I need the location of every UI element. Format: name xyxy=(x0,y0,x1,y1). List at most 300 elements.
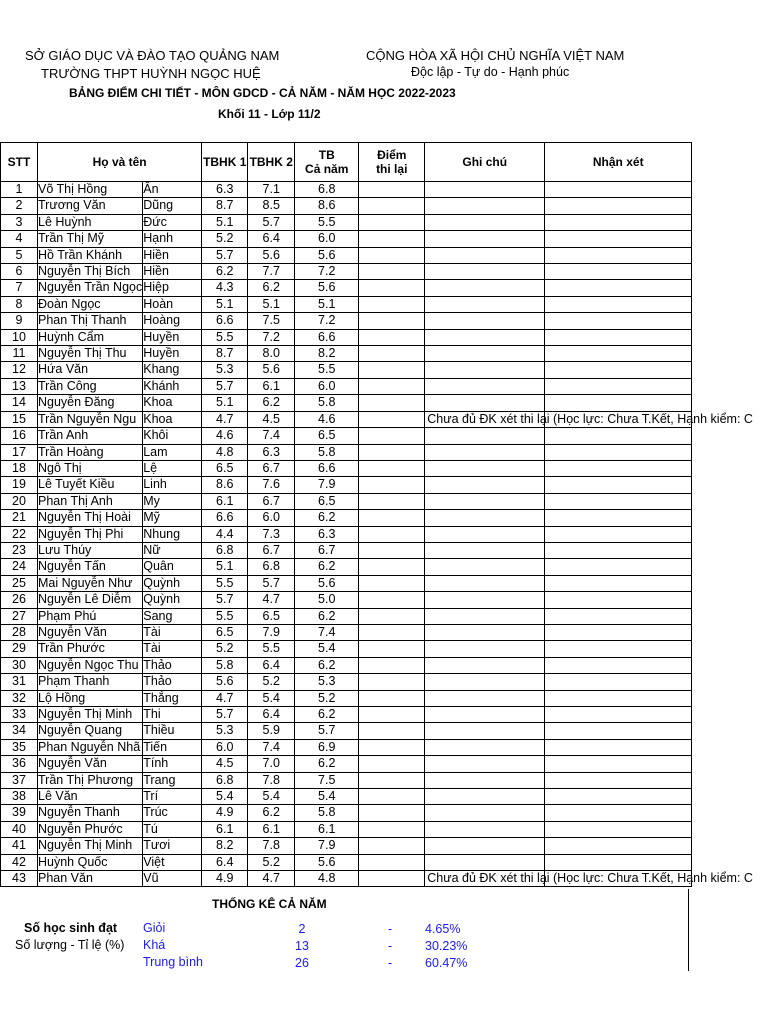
cell-first-name: Nữ xyxy=(143,542,202,558)
cell-last-name: Nguyễn Lê Diễm xyxy=(38,592,143,608)
cell-last-name: Trần Anh xyxy=(38,428,143,444)
cell-tb-year: 7.9 xyxy=(295,477,359,493)
class-subtitle: Khối 11 - Lớp 11/2 xyxy=(218,107,321,121)
cell-stt: 1 xyxy=(1,182,38,198)
cell-note xyxy=(425,854,545,870)
table-row xyxy=(1,608,692,624)
col-tb-line1: TB xyxy=(318,148,335,162)
cell-last-name: Nguyễn Thị Thu xyxy=(38,346,143,362)
cell-tb-year: 6.2 xyxy=(295,608,359,624)
cell-comment xyxy=(545,559,692,575)
cell-note xyxy=(425,378,545,394)
col-tbhk1: TBHK 1 xyxy=(202,143,248,182)
cell-tbhk2: 5.9 xyxy=(248,723,295,739)
cell-stt: 34 xyxy=(1,723,38,739)
cell-note xyxy=(425,526,545,542)
cell-stt: 17 xyxy=(1,444,38,460)
cell-first-name: Đức xyxy=(143,214,202,230)
cell-tbhk1: 6.4 xyxy=(202,854,248,870)
col-tb-line2: Cả năm xyxy=(305,162,349,176)
table-row xyxy=(1,542,692,558)
cell-tbhk1: 5.5 xyxy=(202,575,248,591)
cell-first-name: Linh xyxy=(143,477,202,493)
cell-stt: 28 xyxy=(1,624,38,640)
cell-tbhk2: 4.5 xyxy=(248,411,295,427)
cell-last-name: Lộ Hồng xyxy=(38,690,143,706)
cell-tbhk2: 4.7 xyxy=(248,592,295,608)
cell-stt: 7 xyxy=(1,280,38,296)
stat-count: 2 xyxy=(298,922,306,936)
cell-last-name: Nguyễn Trần Ngọc xyxy=(38,280,143,295)
cell-tbhk2: 6.2 xyxy=(248,805,295,821)
cell-first-name: Khôi xyxy=(143,428,202,444)
cell-first-name: Huyền xyxy=(143,346,202,362)
stat-count: 13 xyxy=(295,939,309,953)
cell-retest xyxy=(359,542,425,558)
stat-dash: - xyxy=(388,956,393,970)
table-row xyxy=(1,182,692,198)
cell-last-name: Hứa Văn xyxy=(38,362,143,378)
cell-tb-year: 6.5 xyxy=(295,428,359,444)
cell-comment xyxy=(545,739,692,755)
cell-tbhk2: 5.2 xyxy=(248,674,295,690)
cell-tbhk2: 5.4 xyxy=(248,789,295,805)
col-stt: STT xyxy=(1,143,38,182)
cell-note xyxy=(425,280,545,296)
cell-tbhk2: 7.7 xyxy=(248,264,295,280)
note-text: Chưa đủ ĐK xét thi lại (Học lực: Chưa T.Kết, Hạnh kiểm: C xyxy=(427,411,753,426)
cell-retest xyxy=(359,559,425,575)
cell-tbhk1: 5.2 xyxy=(202,231,248,247)
cell-note xyxy=(425,871,753,887)
cell-comment xyxy=(545,575,692,591)
cell-last-name: Trần Nguyễn Ngu xyxy=(38,411,143,427)
cell-tb-year: 5.6 xyxy=(295,280,359,296)
cell-tbhk1: 6.2 xyxy=(202,264,248,280)
cell-tbhk1: 5.1 xyxy=(202,559,248,575)
cell-retest xyxy=(359,313,425,329)
cell-note xyxy=(425,264,545,280)
cell-retest xyxy=(359,428,425,444)
cell-stt: 37 xyxy=(1,772,38,788)
cell-tbhk1: 5.3 xyxy=(202,723,248,739)
stat-percent: 30.23% xyxy=(425,939,468,953)
table-row xyxy=(1,772,692,788)
cell-tbhk2: 5.6 xyxy=(248,247,295,263)
cell-retest xyxy=(359,198,425,214)
table-row xyxy=(1,329,692,345)
cell-last-name: Huỳnh Quốc xyxy=(38,854,143,870)
cell-stt: 16 xyxy=(1,428,38,444)
cell-comment xyxy=(545,592,692,608)
cell-tbhk2: 5.7 xyxy=(248,575,295,591)
cell-note xyxy=(425,362,545,378)
cell-comment xyxy=(545,329,692,345)
col-tbhk2: TBHK 2 xyxy=(248,143,295,182)
cell-first-name: Trí xyxy=(143,789,202,805)
table-row xyxy=(1,756,692,772)
cell-retest xyxy=(359,493,425,509)
cell-comment xyxy=(545,346,692,362)
cell-comment xyxy=(545,280,692,296)
cell-tb-year: 6.9 xyxy=(295,739,359,755)
cell-tbhk1: 6.3 xyxy=(202,182,248,198)
table-row xyxy=(1,493,692,509)
cell-tbhk1: 5.7 xyxy=(202,247,248,263)
cell-tbhk1: 8.7 xyxy=(202,198,248,214)
note-text: Chưa đủ ĐK xét thi lại (Học lực: Chưa T.Kết, Hạnh kiểm: C xyxy=(427,871,753,886)
table-row xyxy=(1,460,692,476)
cell-note xyxy=(425,296,545,312)
table-row xyxy=(1,838,692,854)
cell-last-name: Nguyễn Đăng xyxy=(38,395,143,411)
cell-tbhk2: 5.5 xyxy=(248,641,295,657)
cell-first-name: Thảo xyxy=(143,674,202,690)
cell-first-name: Trang xyxy=(143,772,202,788)
cell-note xyxy=(425,608,545,624)
cell-stt: 25 xyxy=(1,575,38,591)
table-row xyxy=(1,247,692,263)
cell-retest xyxy=(359,657,425,673)
table-row xyxy=(1,378,692,394)
table-row xyxy=(1,789,692,805)
cell-note xyxy=(425,739,545,755)
cell-comment xyxy=(545,231,692,247)
cell-tb-year: 6.5 xyxy=(295,493,359,509)
cell-tbhk2: 6.1 xyxy=(248,821,295,837)
cell-last-name: Nguyễn Tấn xyxy=(38,559,143,575)
cell-tbhk2: 5.6 xyxy=(248,362,295,378)
cell-comment xyxy=(545,756,692,772)
cell-comment xyxy=(545,313,692,329)
cell-tb-year: 6.7 xyxy=(295,542,359,558)
cell-first-name: Tươi xyxy=(143,838,202,854)
cell-retest xyxy=(359,329,425,345)
cell-retest xyxy=(359,346,425,362)
cell-tbhk2: 7.0 xyxy=(248,756,295,772)
stat-percent: 4.65% xyxy=(425,922,461,936)
cell-stt: 32 xyxy=(1,690,38,706)
cell-tb-year: 6.0 xyxy=(295,231,359,247)
cell-stt: 39 xyxy=(1,805,38,821)
summary-title: THỐNG KÊ CẢ NĂM xyxy=(212,897,327,911)
cell-tbhk2: 5.1 xyxy=(248,296,295,312)
col-retest-line2: thi lại xyxy=(376,162,408,176)
cell-note xyxy=(425,411,753,427)
cell-last-name: Phan Thị Thanh xyxy=(38,313,143,329)
cell-comment xyxy=(545,296,692,312)
table-row xyxy=(1,674,692,690)
table-row xyxy=(1,280,692,296)
cell-tb-year: 5.0 xyxy=(295,592,359,608)
cell-comment xyxy=(545,264,692,280)
cell-stt: 35 xyxy=(1,739,38,755)
cell-first-name: Khánh xyxy=(143,378,202,394)
cell-tb-year: 5.8 xyxy=(295,805,359,821)
cell-stt: 18 xyxy=(1,460,38,476)
cell-first-name: Quỳnh xyxy=(143,592,202,608)
cell-first-name: Tú xyxy=(143,821,202,837)
cell-tbhk2: 5.2 xyxy=(248,854,295,870)
cell-first-name: Tính xyxy=(143,756,202,772)
cell-tbhk1: 4.9 xyxy=(202,871,248,887)
cell-note xyxy=(425,313,545,329)
cell-tb-year: 5.4 xyxy=(295,641,359,657)
cell-retest xyxy=(359,477,425,493)
cell-note xyxy=(425,395,545,411)
stat-dash: - xyxy=(388,922,393,936)
table-row xyxy=(1,411,692,427)
cell-first-name: Hoàn xyxy=(143,296,202,312)
cell-tbhk2: 6.4 xyxy=(248,707,295,723)
stat-level: Khá xyxy=(143,938,166,952)
table-row xyxy=(1,346,692,362)
cell-last-name: Trương Văn xyxy=(38,198,143,214)
page-title: BẢNG ĐIỂM CHI TIẾT - MÔN GDCD - CẢ NĂM - NĂM HỌC 2022-2023 xyxy=(69,86,456,100)
cell-retest xyxy=(359,838,425,854)
cell-stt: 15 xyxy=(1,411,38,427)
cell-last-name: Nguyễn Thị Minh xyxy=(38,838,143,854)
cell-last-name: Nguyễn Thị Hoài xyxy=(38,510,143,526)
cell-tb-year: 5.6 xyxy=(295,247,359,263)
cell-tbhk1: 8.7 xyxy=(202,346,248,362)
cell-note xyxy=(425,510,545,526)
cell-first-name: Huyền xyxy=(143,329,202,345)
cell-tbhk1: 5.3 xyxy=(202,362,248,378)
cell-comment xyxy=(545,428,692,444)
cell-stt: 6 xyxy=(1,264,38,280)
cell-retest xyxy=(359,575,425,591)
cell-retest xyxy=(359,247,425,263)
cell-retest xyxy=(359,231,425,247)
cell-note xyxy=(425,477,545,493)
cell-last-name: Nguyễn Văn xyxy=(38,756,143,772)
cell-tbhk1: 4.8 xyxy=(202,444,248,460)
cell-retest xyxy=(359,592,425,608)
cell-first-name: Thi xyxy=(143,707,202,723)
cell-first-name: Quân xyxy=(143,559,202,575)
cell-tbhk1: 4.7 xyxy=(202,411,248,427)
cell-tbhk1: 5.2 xyxy=(202,641,248,657)
cell-stt: 36 xyxy=(1,756,38,772)
cell-retest xyxy=(359,690,425,706)
table-row xyxy=(1,231,692,247)
cell-tbhk2: 6.8 xyxy=(248,559,295,575)
cell-first-name: Mỹ xyxy=(143,510,202,526)
cell-tb-year: 5.5 xyxy=(295,214,359,230)
cell-tbhk1: 5.5 xyxy=(202,329,248,345)
cell-retest xyxy=(359,444,425,460)
cell-comment xyxy=(545,510,692,526)
cell-tbhk2: 7.8 xyxy=(248,772,295,788)
cell-first-name: Ân xyxy=(143,182,202,198)
table-row xyxy=(1,592,692,608)
cell-note xyxy=(425,247,545,263)
cell-note xyxy=(425,231,545,247)
table-row xyxy=(1,264,692,280)
summary-label-ratio: Số lượng - Tỉ lệ (%) xyxy=(15,938,125,952)
grade-table xyxy=(0,142,753,887)
col-retest-line1: Điểm xyxy=(377,148,407,162)
cell-last-name: Trần Thị Mỹ xyxy=(38,231,143,247)
cell-stt: 9 xyxy=(1,313,38,329)
cell-retest xyxy=(359,772,425,788)
cell-stt: 43 xyxy=(1,871,38,887)
cell-tbhk1: 5.5 xyxy=(202,608,248,624)
cell-comment xyxy=(545,624,692,640)
cell-stt: 5 xyxy=(1,247,38,263)
cell-retest xyxy=(359,280,425,296)
cell-retest xyxy=(359,296,425,312)
cell-note xyxy=(425,641,545,657)
cell-first-name: Thảo xyxy=(143,657,202,673)
cell-tbhk1: 6.8 xyxy=(202,772,248,788)
cell-tbhk2: 7.6 xyxy=(248,477,295,493)
cell-tbhk1: 6.5 xyxy=(202,624,248,640)
stat-level: Trung bình xyxy=(143,955,203,969)
cell-tbhk1: 4.4 xyxy=(202,526,248,542)
table-row xyxy=(1,657,692,673)
cell-first-name: Khang xyxy=(143,362,202,378)
stat-dash: - xyxy=(388,939,393,953)
cell-comment xyxy=(545,214,692,230)
cell-tbhk1: 6.1 xyxy=(202,493,248,509)
cell-tb-year: 6.2 xyxy=(295,510,359,526)
cell-note xyxy=(425,838,545,854)
cell-tbhk1: 4.6 xyxy=(202,428,248,444)
cell-stt: 8 xyxy=(1,296,38,312)
cell-note xyxy=(425,821,545,837)
cell-tbhk1: 6.6 xyxy=(202,510,248,526)
cell-tb-year: 6.3 xyxy=(295,526,359,542)
cell-first-name: Khoa xyxy=(143,395,202,411)
cell-tb-year: 7.9 xyxy=(295,838,359,854)
cell-retest xyxy=(359,739,425,755)
cell-last-name: Nguyễn Thị Phi xyxy=(38,526,143,542)
cell-retest xyxy=(359,460,425,476)
cell-last-name: Ngô Thị xyxy=(38,460,143,476)
cell-comment xyxy=(545,182,692,198)
cell-retest xyxy=(359,707,425,723)
cell-comment xyxy=(545,772,692,788)
cell-tbhk1: 5.7 xyxy=(202,592,248,608)
country-motto: Độc lập - Tự do - Hạnh phúc xyxy=(411,65,570,79)
cell-comment xyxy=(545,460,692,476)
table-row xyxy=(1,559,692,575)
cell-last-name: Phan Thị Anh xyxy=(38,493,143,509)
cell-last-name: Trần Thị Phương xyxy=(38,772,143,788)
cell-tb-year: 5.8 xyxy=(295,395,359,411)
stat-level: Giỏi xyxy=(143,921,166,935)
cell-comment xyxy=(545,723,692,739)
cell-tbhk2: 7.4 xyxy=(248,428,295,444)
cell-note xyxy=(425,805,545,821)
cell-retest xyxy=(359,411,425,427)
table-row xyxy=(1,526,692,542)
cell-stt: 33 xyxy=(1,707,38,723)
cell-tbhk2: 7.9 xyxy=(248,624,295,640)
cell-last-name: Phạm Phú xyxy=(38,608,143,624)
table-row xyxy=(1,723,692,739)
cell-last-name: Mai Nguyễn Như xyxy=(38,575,143,591)
cell-stt: 23 xyxy=(1,542,38,558)
cell-tbhk1: 8.6 xyxy=(202,477,248,493)
cell-comment xyxy=(545,378,692,394)
cell-first-name: Tiến xyxy=(143,739,202,755)
cell-stt: 13 xyxy=(1,378,38,394)
cell-tb-year: 5.5 xyxy=(295,362,359,378)
cell-first-name: Khoa xyxy=(143,411,202,427)
table-row xyxy=(1,641,692,657)
cell-stt: 19 xyxy=(1,477,38,493)
cell-tbhk2: 6.4 xyxy=(248,657,295,673)
cell-stt: 22 xyxy=(1,526,38,542)
cell-first-name: Tài xyxy=(143,624,202,640)
cell-last-name: Nguyễn Văn xyxy=(38,624,143,640)
cell-last-name: Nguyễn Thị Bích xyxy=(38,264,143,280)
cell-tbhk1: 6.1 xyxy=(202,821,248,837)
cell-last-name: Phạm Thanh xyxy=(38,674,143,690)
cell-note xyxy=(425,707,545,723)
cell-retest xyxy=(359,641,425,657)
cell-retest xyxy=(359,756,425,772)
summary-label-passed: Số học sinh đạt xyxy=(24,921,118,935)
cell-retest xyxy=(359,362,425,378)
cell-last-name: Lê Văn xyxy=(38,789,143,805)
col-note: Ghi chú xyxy=(425,143,545,182)
cell-last-name: Lê Huỳnh xyxy=(38,214,143,230)
cell-comment xyxy=(545,805,692,821)
col-retest xyxy=(359,143,425,182)
cell-tb-year: 4.6 xyxy=(295,411,359,427)
cell-first-name: Lam xyxy=(143,444,202,460)
cell-tb-year: 7.4 xyxy=(295,624,359,640)
cell-tbhk2: 6.3 xyxy=(248,444,295,460)
cell-comment xyxy=(545,789,692,805)
cell-note xyxy=(425,690,545,706)
cell-first-name: Tài xyxy=(143,641,202,657)
cell-note xyxy=(425,444,545,460)
cell-stt: 2 xyxy=(1,198,38,214)
cell-tbhk1: 6.5 xyxy=(202,460,248,476)
cell-tbhk1: 4.9 xyxy=(202,805,248,821)
cell-first-name: Việt xyxy=(143,854,202,870)
cell-retest xyxy=(359,821,425,837)
cell-comment xyxy=(545,395,692,411)
cell-first-name: Trúc xyxy=(143,805,202,821)
cell-note xyxy=(425,624,545,640)
cell-tbhk2: 8.5 xyxy=(248,198,295,214)
cell-last-name: Phan Nguyễn Nhã xyxy=(38,739,143,755)
right-border-line xyxy=(688,889,689,971)
cell-note xyxy=(425,592,545,608)
cell-tbhk2: 8.0 xyxy=(248,346,295,362)
cell-tbhk2: 6.0 xyxy=(248,510,295,526)
cell-first-name: Sang xyxy=(143,608,202,624)
cell-tbhk1: 5.1 xyxy=(202,296,248,312)
table-row xyxy=(1,428,692,444)
cell-comment xyxy=(545,444,692,460)
cell-stt: 20 xyxy=(1,493,38,509)
cell-tb-year: 6.1 xyxy=(295,821,359,837)
cell-comment xyxy=(545,608,692,624)
cell-tbhk2: 6.4 xyxy=(248,231,295,247)
cell-comment xyxy=(545,838,692,854)
cell-comment xyxy=(545,542,692,558)
cell-tbhk1: 6.6 xyxy=(202,313,248,329)
cell-last-name: Võ Thị Hồng xyxy=(38,182,143,198)
cell-first-name: Nhung xyxy=(143,526,202,542)
